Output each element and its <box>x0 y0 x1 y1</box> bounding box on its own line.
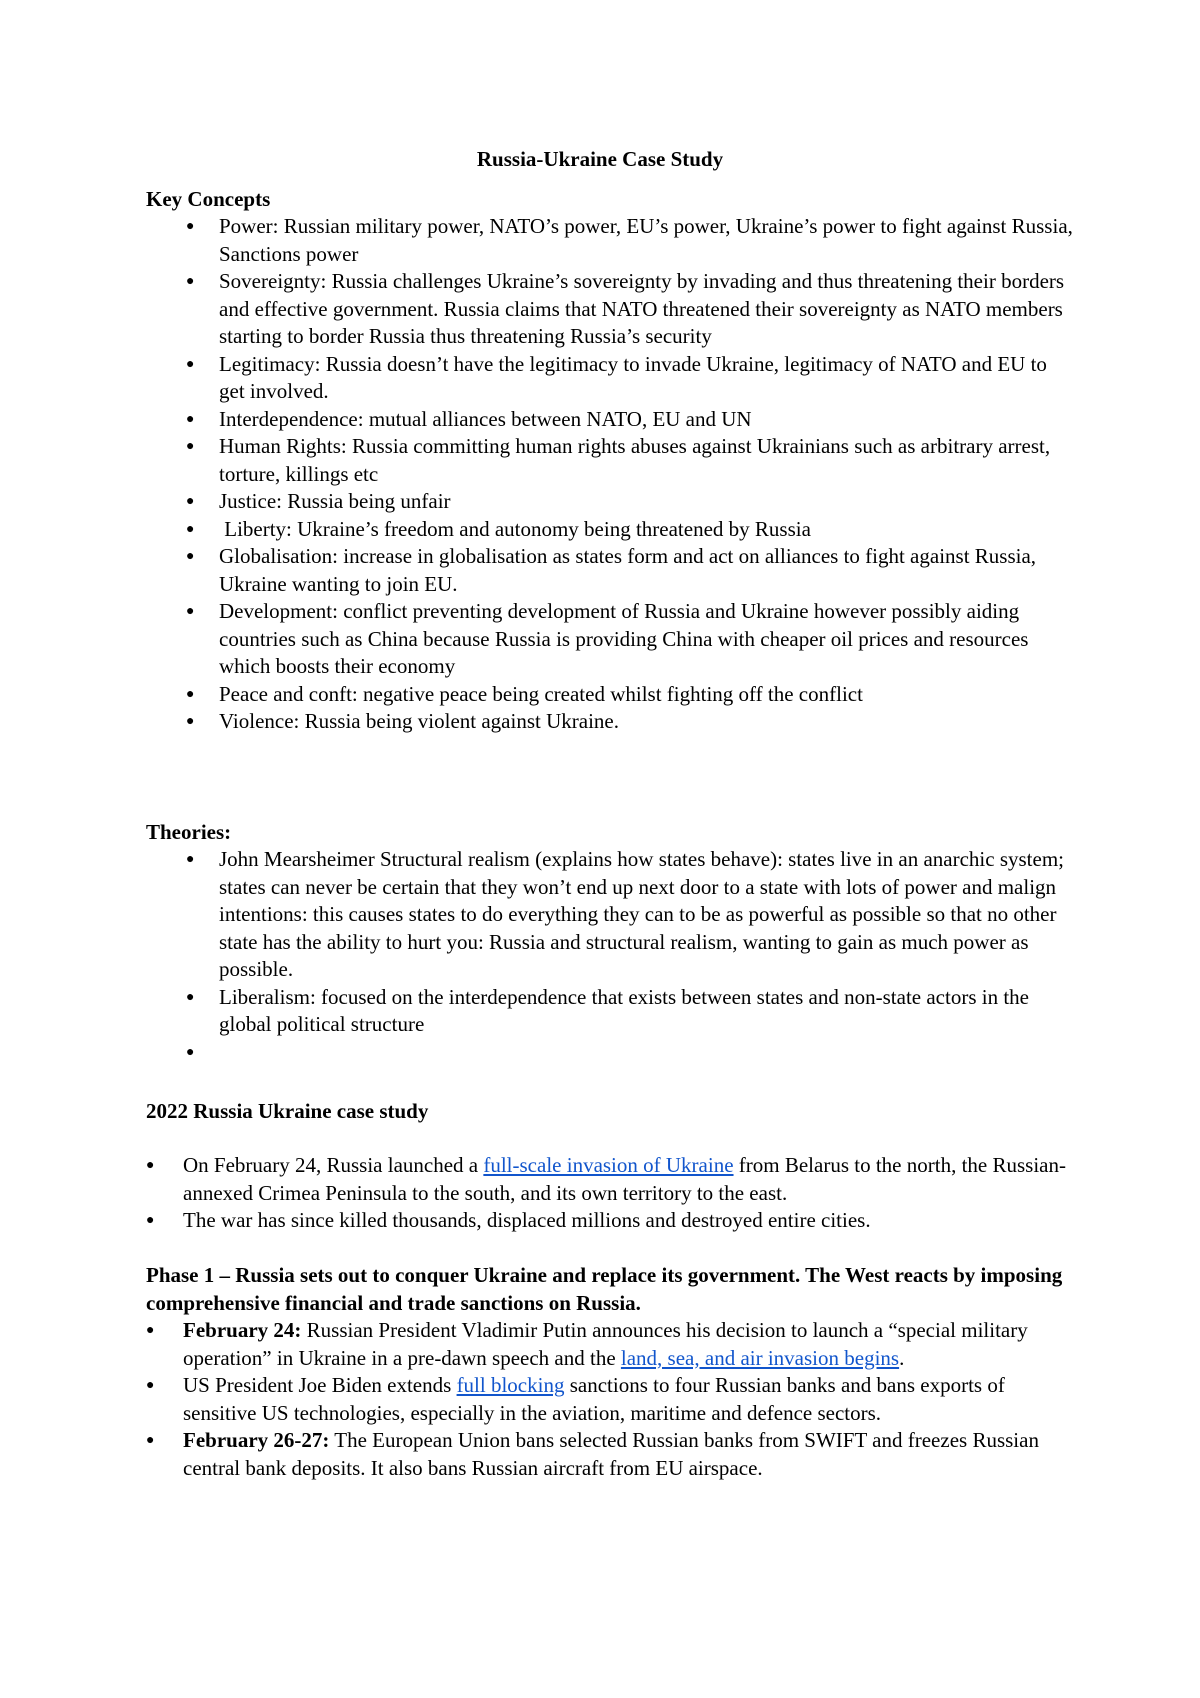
case-study-list-b <box>146 1317 1076 1482</box>
bullet-icon: ● <box>186 356 195 372</box>
list-item: ● Legitimacy: Russia doesn’t have the legitimacy to invade Ukraine, legitimacy of NATO and EU to get involved. <box>186 351 1047 403</box>
bullet-icon: ● <box>186 1044 195 1060</box>
list-item: ● February 26-27: The European Union bans selected Russian banks from SWIFT and freezes Russian central bank deposits. It also bans Russian aircraft from EU airspace. <box>146 1428 1039 1480</box>
bullet-icon: ● <box>186 274 195 289</box>
list-item: ● Power: Russian military power, NATO’s power, EU’s power, Ukraine’s power to fight against Russia, Sanctions power <box>186 214 1073 266</box>
list-item: ● Interdependence: mutual alliances between NATO, EU and UN <box>186 406 1076 434</box>
bullet-icon: ● <box>186 549 195 564</box>
full-blocking-link[interactable]: full blocking <box>456 1373 565 1397</box>
invasion-begins-link[interactable]: land, sea, and air invasion begins <box>620 1345 900 1370</box>
list-item: ● The war has since killed thousands, displaced millions and destroyed entire cities. <box>146 1207 1076 1235</box>
bullet-icon: ● <box>186 219 195 234</box>
list-item: ● Liberalism: focused on the interdependence that exists between states and non-state actors in the global political structure <box>186 984 1029 1036</box>
phase-1-heading: Phase 1 – Russia sets out to conquer Ukraine and replace its government. The West reacts by imposing comprehensive financial and trade sanctions on Russia. <box>146 1263 1063 1315</box>
bullet-icon: ● <box>186 714 195 729</box>
list-item: ● Globalisation: increase in globalisation as states form and act on alliances to fight against Russia, Ukraine wanting to join EU. <box>186 544 1037 596</box>
list-item: ● Peace and conft: negative peace being created whilst fighting off the conflict <box>186 681 1076 709</box>
bullet-icon: ● <box>146 1213 155 1228</box>
case-study-heading: 2022 Russia Ukraine case study <box>146 1099 429 1123</box>
list-item: ● Human Rights: Russia committing human rights abuses against Ukrainians such as arbitrary arrest, torture, killings etc <box>186 434 1051 486</box>
bullet-icon: ● <box>186 604 195 619</box>
list-item: ● February 24: Russian President Vladimir Putin announces his decision to launch a “special military operation” in Ukraine in a pre-dawn speech and the land, sea, and air invasion begins. <box>146 1318 1028 1370</box>
list-item: ● John Mearsheimer Structural realism (explains how states behave): states live in an anarchic system; states can never be certain that they won’t end up next door to a state with lots of power and malign intentions: this causes states to do everything they can to be as powerful as possible so that no other state has the ability to hurt you: Russia and structural realism, wanting to gain as much power as possible. <box>186 847 1064 981</box>
list-item: ● US President Joe Biden extends full blocking sanctions to four Russian banks and bans exports of sensitive US technologies, especially in the aviation, maritime and defence sectors. <box>146 1373 1005 1425</box>
list-item: ● On February 24, Russia launched a full-scale invasion of Ukraine from Belarus to the north, the Russian-annexed Crimea Peninsula to the south, and its own territory to the east. <box>146 1153 1066 1205</box>
document-title: Russia-Ukraine Case Study <box>476 147 724 171</box>
list-item <box>186 1039 1076 1067</box>
list-item: ● Justice: Russia being unfair <box>186 488 1076 516</box>
list-item: ● Development: conflict preventing development of Russia and Ukraine however possibly aiding countries such as China because Russia is providing China with cheaper oil prices and resources which boosts their economy <box>186 599 1029 678</box>
list-item: ● Liberty: Ukraine’s freedom and autonomy being threatened by Russia <box>186 516 1076 544</box>
key-concepts-list <box>186 213 1076 736</box>
bullet-icon: ● <box>146 1433 155 1448</box>
bullet-icon: ● <box>186 521 195 537</box>
list-item: ● Violence: Russia being violent against Ukraine. <box>186 708 1076 736</box>
full-scale-invasion-link[interactable]: full-scale invasion of Ukraine <box>483 1153 734 1177</box>
bullet-icon: ● <box>186 686 195 702</box>
bullet-icon: ● <box>186 439 195 454</box>
theories-heading: Theories: <box>146 820 232 844</box>
theories-list <box>186 846 1076 1066</box>
key-concepts-heading: Key Concepts <box>146 187 271 211</box>
bullet-icon: ● <box>186 989 195 1005</box>
bullet-icon: ● <box>186 852 195 867</box>
case-study-list-a <box>146 1152 1076 1235</box>
bullet-icon: ● <box>146 1323 155 1338</box>
bullet-icon: ● <box>186 411 195 427</box>
bullet-icon: ● <box>146 1378 155 1393</box>
list-item: ● Sovereignty: Russia challenges Ukraine’s sovereignty by invading and thus threatening their borders and effective government. Russia claims that NATO threatened their sovereignty as NATO members starting to border Russia thus threatening Russia’s security <box>186 269 1065 348</box>
bullet-icon: ● <box>146 1158 155 1173</box>
bullet-icon: ● <box>186 494 195 509</box>
